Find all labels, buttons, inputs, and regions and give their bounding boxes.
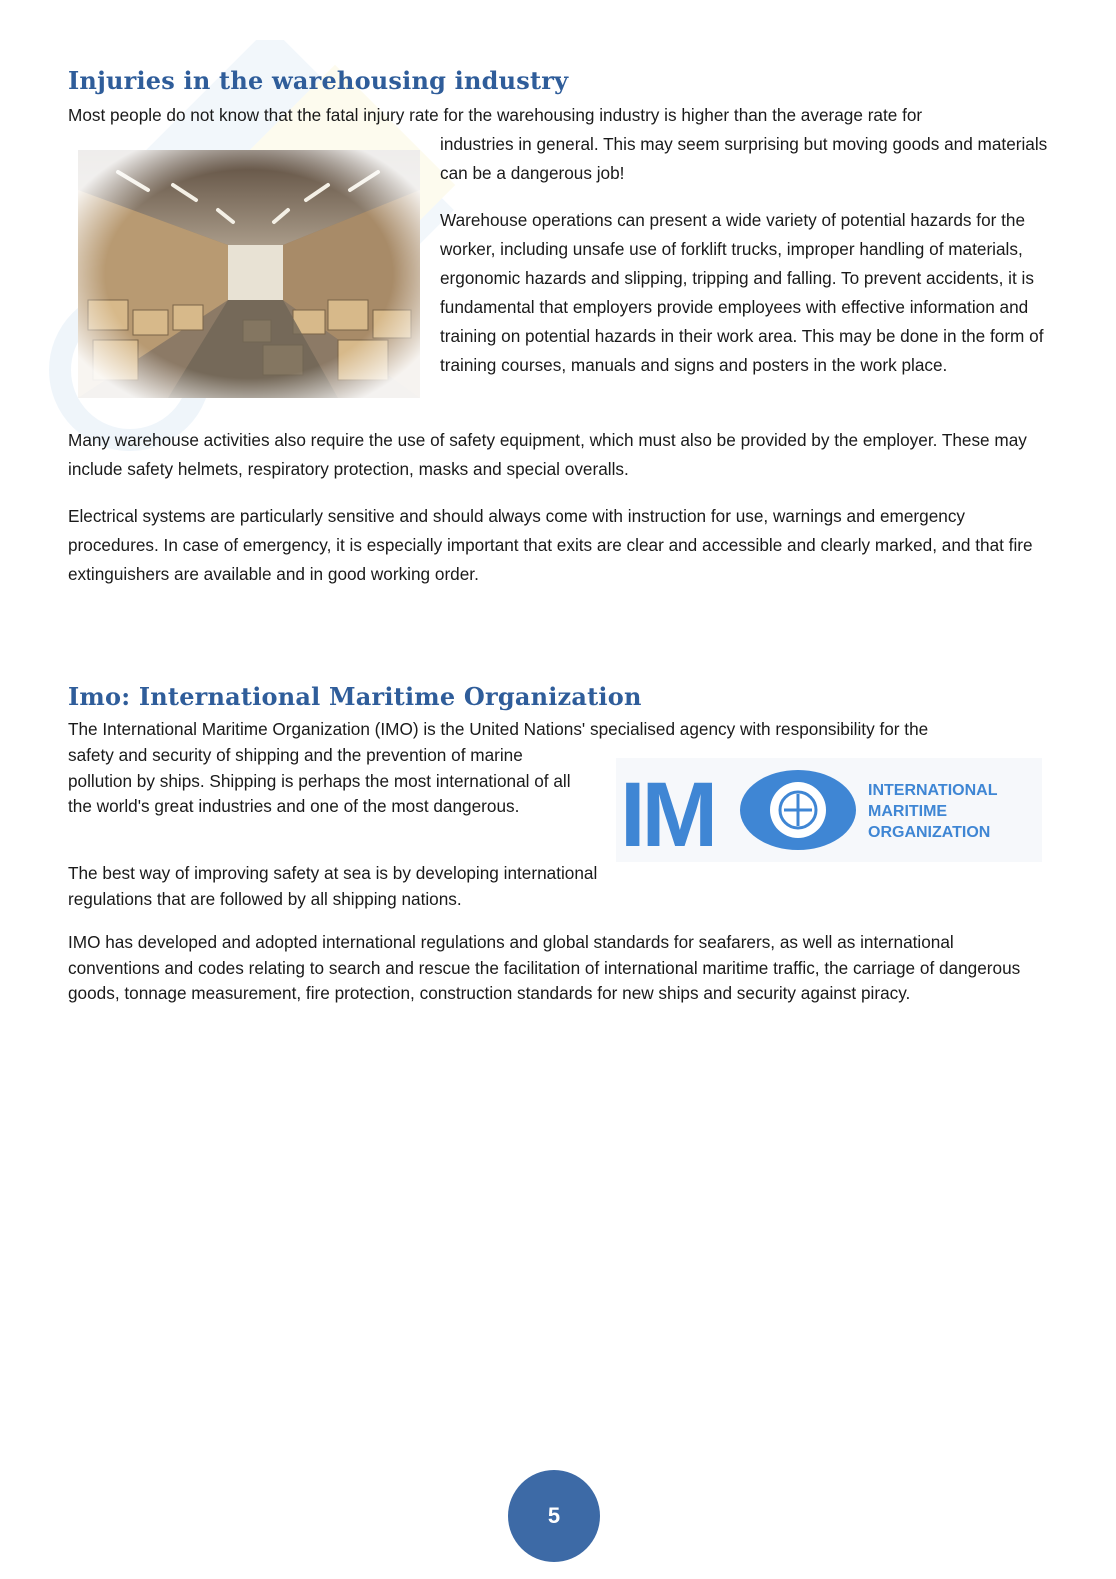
paragraph: IMO has developed and adopted international regulations and global standards for seafarers, as well as international conventions and codes relating to search and rescue the facilitation of international maritime traffic, the carriage of dangerous goods, tonnage measurement, fire protection, construction standards for new ships and security against piracy. — [68, 932, 1021, 1003]
imo-logo-line1: INTERNATIONAL — [868, 782, 998, 799]
paragraph: The International Maritime Organization (IMO) is the United Nations' specialised agency with responsibility for the — [68, 719, 929, 739]
paragraph: industries in general. This may seem surprising but moving goods and materials can be a dangerous job! — [440, 134, 1048, 183]
paragraph: safety and security of shipping and the prevention of marine pollution by ships. Shipping is perhaps the most international of all the world's great industries and one of the most dangerous. — [68, 745, 571, 816]
paragraph: The best way of improving safety at sea is by developing international regulations that are followed by all shipping nations. — [68, 863, 598, 909]
warehouse-photo — [78, 150, 420, 398]
paragraph: Most people do not know that the fatal injury rate for the warehousing industry is higher than the average rate for — [68, 105, 923, 125]
paragraph: Warehouse operations can present a wide variety of potential hazards for the worker, including unsafe use of forklift trucks, improper handling of materials, ergonomic hazards and slipping, tripping and falling. To prevent accidents, it is fundamental that employers provide employees with effective information and training on potential hazards in their work area. This may be done in the form of training courses, manuals and signs and posters in the work place. — [440, 210, 1044, 375]
page-number-badge — [508, 1470, 600, 1562]
imo-logo-line3: ORGANIZATION — [868, 824, 991, 841]
section-title-warehousing: Injuries in the warehousing industry — [68, 66, 569, 95]
page-number: 5 — [547, 1503, 561, 1528]
paragraph: Many warehouse activities also require the use of safety equipment, which must also be provided by the employer. These may include safety helmets, respiratory protection, masks and special overalls. — [68, 430, 1027, 479]
section-title-imo: Imo: International Maritime Organization — [68, 682, 642, 711]
imo-logo — [616, 758, 1042, 862]
imo-logo-mark: IM — [620, 764, 715, 862]
paragraph: Electrical systems are particularly sensitive and should always come with instruction for use, warnings and emergency procedures. In case of emergency, it is especially important that exits are clear and accessible and clearly marked, and that fire extinguishers are available and in good working order. — [68, 506, 1033, 584]
imo-logo-line2: MARITIME — [868, 803, 948, 820]
